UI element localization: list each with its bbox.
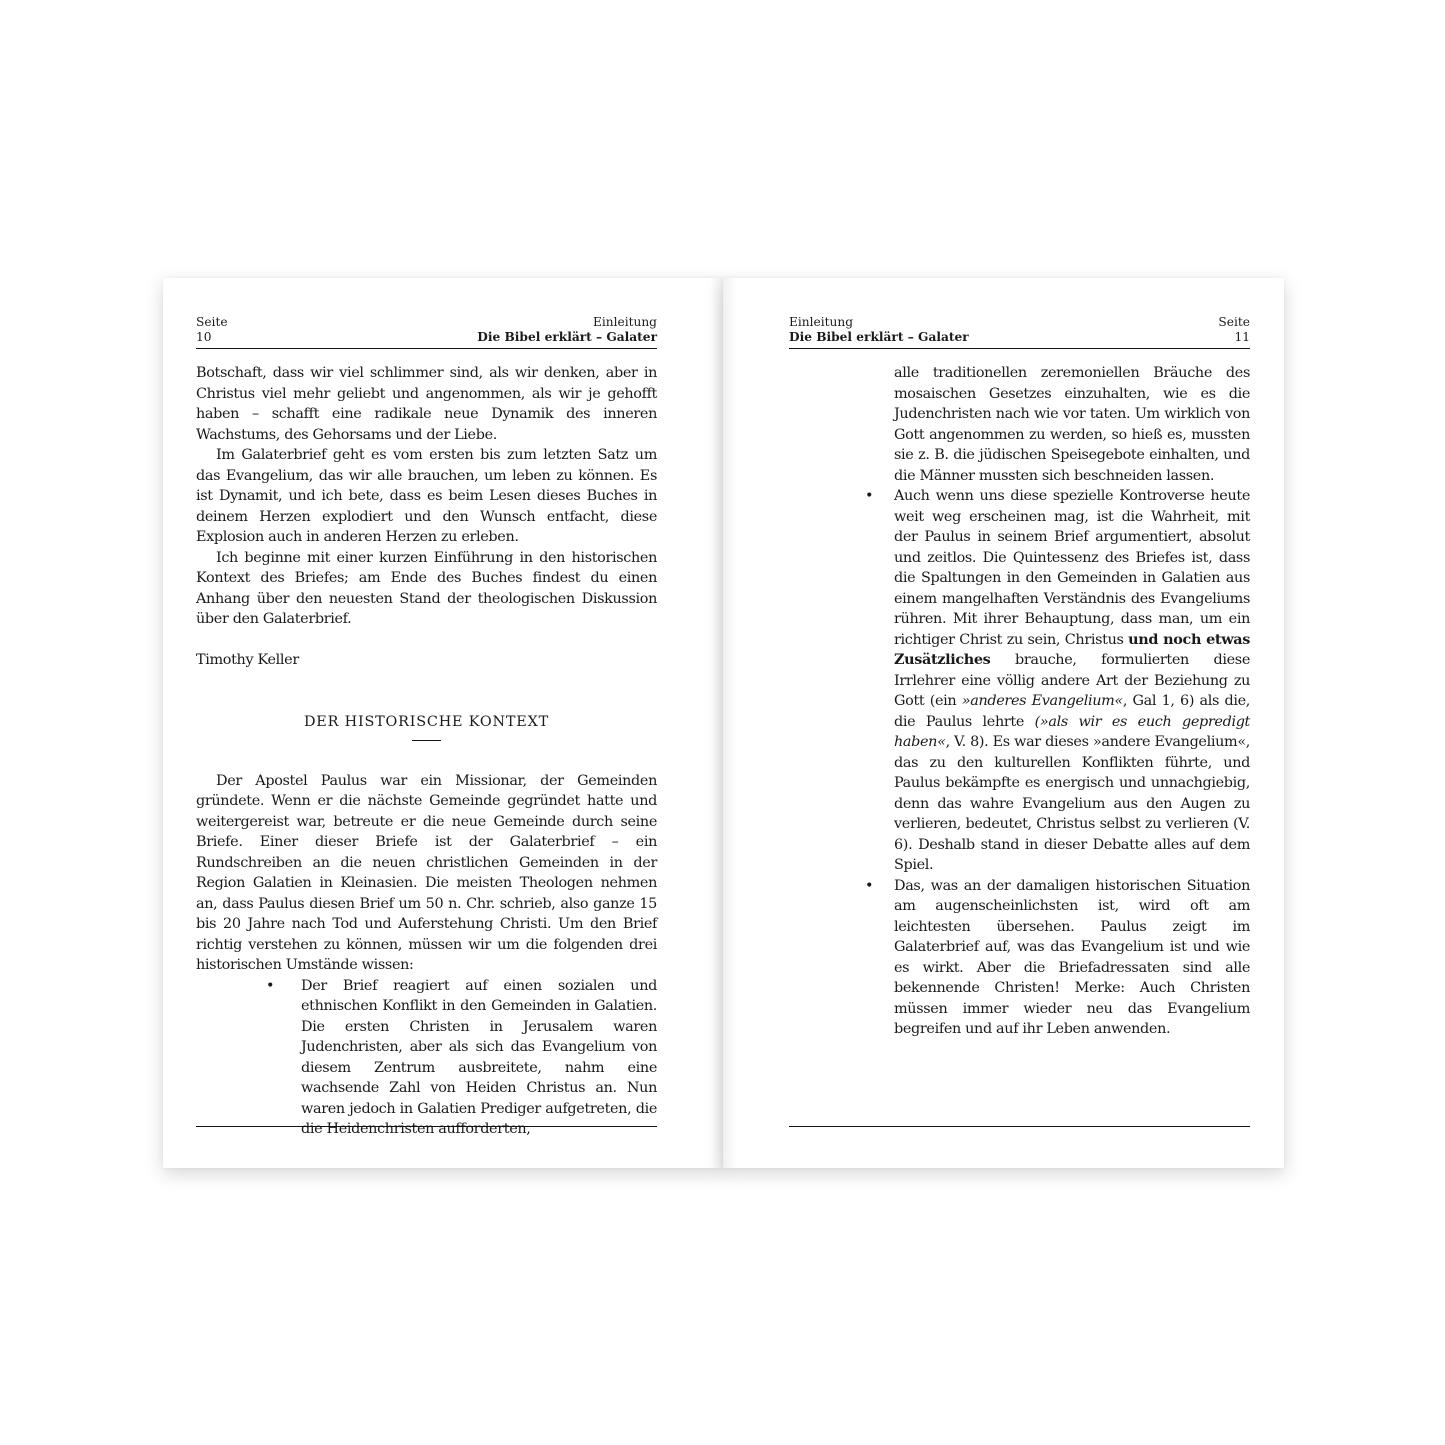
paragraph: Im Galaterbrief geht es vom ersten bis zum letzten Satz um das Evangelium, das wir alle brauchen, um leben zu können. Es ist Dynamit, und ich bete, dass es beim Lesen dieses Buches in deinem Herzen explodiert und den Wunsch entfacht, diese Explosion auch in anderen Herzen zu erleben.: [196, 447, 657, 545]
footer-rule: [196, 1126, 657, 1127]
bullet-list: [196, 976, 657, 1140]
page-label: Seite: [1218, 315, 1250, 329]
book-title: Die Bibel erklärt – Galater: [477, 330, 657, 344]
list-item: [196, 976, 657, 1140]
paragraph: Der Apostel Paulus war ein Missionar, der Gemeinden gründete. Wenn er die nächste Gemeinde gegründet hatte und weitergereist war, betreute er die neue Gemeinde durch seine Briefe. Einer dieser Briefe ist der Galaterbrief – ein Rundschreiben an die neuen christlichen Gemeinden in der Region Galatien in Kleinasien. Die meisten Theologen nehmen an, dass Paulus diesen Brief um 50 n. Chr. schrieb, also ganze 15 bis 20 Jahre nach Tod und Auferstehung Christi. Um den Brief richtig verstehen zu können, müssen wir um die folgenden drei historischen Umstände wissen:: [196, 772, 657, 973]
list-item-continuation: [789, 363, 1250, 486]
left-page-content: [196, 315, 657, 1140]
right-running-header: [789, 315, 1250, 349]
page-number: 10: [196, 330, 212, 344]
section-label: Einleitung: [789, 315, 854, 329]
bullet-icon: •: [266, 977, 275, 994]
right-page-content: [789, 315, 1250, 1040]
page-number-block: [1218, 315, 1250, 345]
page-number-block: [196, 315, 228, 345]
section-title-block: [789, 315, 969, 345]
right-body-text: [789, 363, 1250, 1040]
page-number: 11: [1234, 330, 1250, 344]
bullet-list: [789, 363, 1250, 1040]
paragraph: Ich beginne mit einer kurzen Einführung in den historischen Kontext des Briefes; am Ende des Buches findest du einen Anhang über den neuesten Stand der theologischen Diskussion über den Galaterbrief.: [196, 549, 657, 627]
author-signature: Timothy Keller: [196, 652, 299, 668]
list-item-text: Der Brief reagiert auf einen sozialen und ethnischen Konflikt in den Gemeinden in Galatien. Die ersten Christen in Jerusalem waren Judenchristen, aber als sich das Evangelium von diesem Zentrum ausbreitete, nahm eine wachsende Zahl von Heiden Christus an. Nun waren jedoch in Galatien Prediger aufgetreten, die die Heidenchristen aufforderten,: [301, 977, 657, 1137]
emphasis-bold: und noch etwas Zusätzliches: [894, 630, 1250, 668]
emphasis-italic: (»als wir es euch gepredigt haben«: [894, 713, 1250, 750]
left-body-text: [196, 363, 657, 1140]
footer-rule: [789, 1126, 1250, 1127]
emphasis-italic: »anderes Evangelium«: [961, 693, 1123, 709]
book-title: Die Bibel erklärt – Galater: [789, 330, 969, 344]
list-item: [789, 876, 1250, 1040]
list-item: [789, 486, 1250, 876]
list-item-text: alle traditionellen zeremoniellen Bräuche des mosaischen Gesetzes einzuhalten, wie es die Judenchristen nach wie vor taten. Um wirklich von Gott angenommen zu werden, so hieß es, mussten sie z. B. die jüdischen Speisegebote einhalten, und die Männer mussten sich beschneiden lassen.: [894, 365, 1250, 484]
section-label: Einleitung: [592, 315, 657, 329]
list-item-text: Auch wenn uns diese spezielle Kontroverse heute weit weg erscheinen mag, ist die Wahrheit, mit der Paulus in seinem Brief argumentiert, absolut und zeitlos. Die Quintessenz des Briefes ist, dass die Spaltungen in den Gemeinden in Galatien aus einem mangelhaften Verständnis des Evangeliums rühren. Mit ihrer Behauptung, dass man, um ein richtiger Christ zu sein, Christus und noch etwas Zusätzliches brauche, formulierten diese Irrlehrer eine völlig andere Art der Beziehung zu Gott (ein »anderes Evangelium«, Gal 1, 6) als die, die Paulus lehrte (»als wir es euch gepredigt haben«, V. 8). Es war dieses »andere Evangelium«, das zu den kulturellen Konflikten führte, und Paulus bekämpfte es energisch und unnachgiebig, denn das wahre Evangelium aus den Augen zu verlieren, bedeutet, Christus selbst zu verlieren (V. 6). Deshalb stand in dieser Debatte alles auf dem Spiel.: [894, 488, 1250, 873]
section-heading: DER HISTORISCHE KONTEXT: [303, 713, 550, 730]
right-page: [723, 278, 1284, 1168]
bullet-icon: •: [865, 877, 874, 894]
heading-rule: [412, 740, 441, 741]
paragraph: Botschaft, dass wir viel schlimmer sind, als wir denken, aber in Christus viel mehr geliebt und angenommen, als wir je gehofft haben – schafft eine radikale neue Dynamik des inneren Wachstums, des Gehorsams und der Liebe.: [196, 365, 657, 443]
left-running-header: [196, 315, 657, 349]
left-page: [163, 278, 724, 1168]
list-item-text: Das, was an der damaligen historischen Situation am augenscheinlichsten ist, wird oft am leichtesten übersehen. Paulus zeigt im Galaterbrief auf, was das Evangelium ist und wie es wirkt. Aber die Briefadressaten sind alle bekennende Christen! Merke: Auch Christen müssen immer wieder neu das Evangelium begreifen und auf ihr Leben anwenden.: [894, 877, 1250, 1037]
section-title-block: [477, 315, 657, 345]
page-label: Seite: [196, 315, 228, 329]
bullet-icon: •: [865, 488, 874, 504]
